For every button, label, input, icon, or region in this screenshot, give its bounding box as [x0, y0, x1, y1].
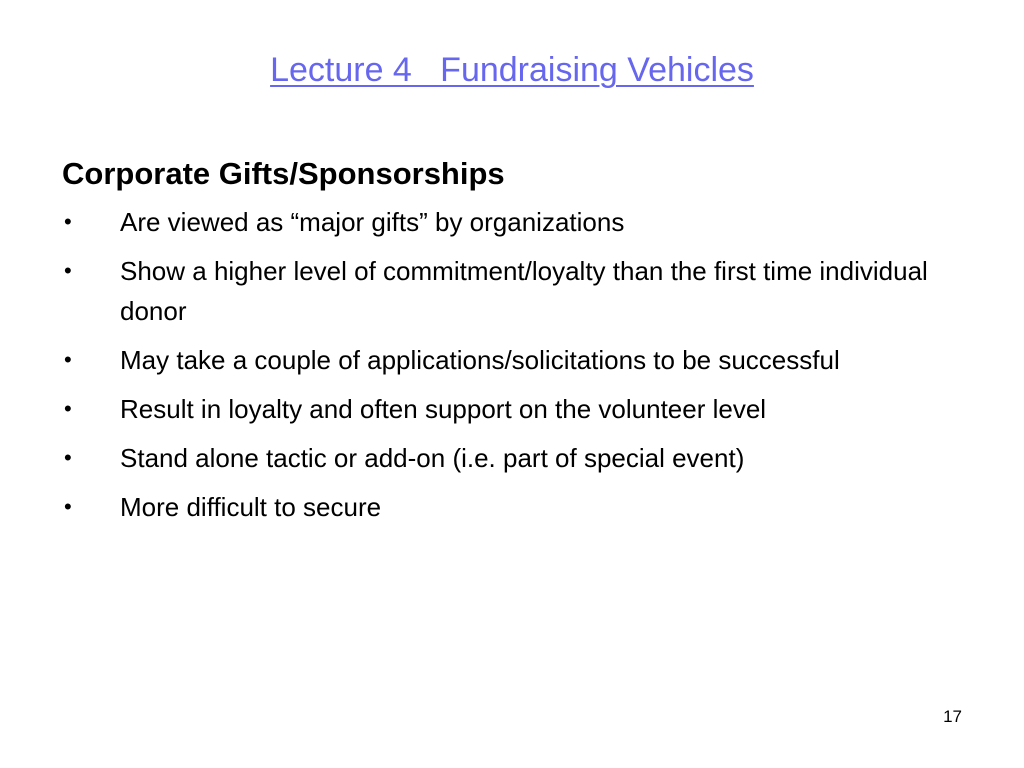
list-item — [62, 251, 967, 331]
slide-title-link[interactable]: Lecture 4 Fundraising Vehicles — [270, 51, 754, 89]
bullet-icon: • — [64, 258, 72, 283]
list-item — [62, 389, 967, 429]
page-number: 17 — [943, 707, 962, 726]
bullet-icon: • — [64, 445, 72, 470]
bullet-icon: • — [64, 209, 72, 234]
bullet-text: More difficult to secure — [120, 492, 382, 522]
bullet-text: Show a higher level of commitment/loyalty than the first time individual donor — [120, 256, 928, 326]
list-item — [62, 340, 967, 380]
bullet-text: May take a couple of applications/solicitations to be successful — [120, 345, 840, 375]
bullet-icon: • — [64, 396, 72, 421]
slide-content — [62, 152, 967, 536]
bullet-list — [62, 202, 967, 527]
bullet-text: Stand alone tactic or add-on (i.e. part of special event) — [120, 443, 745, 473]
bullet-text: Result in loyalty and often support on the volunteer level — [120, 394, 767, 424]
list-item — [62, 438, 967, 478]
list-item — [62, 202, 967, 242]
section-heading: Corporate Gifts/Sponsorships — [62, 156, 505, 191]
bullet-icon: • — [64, 494, 72, 519]
list-item — [62, 487, 967, 527]
bullet-icon: • — [64, 347, 72, 372]
bullet-text: Are viewed as “major gifts” by organizations — [120, 207, 625, 237]
